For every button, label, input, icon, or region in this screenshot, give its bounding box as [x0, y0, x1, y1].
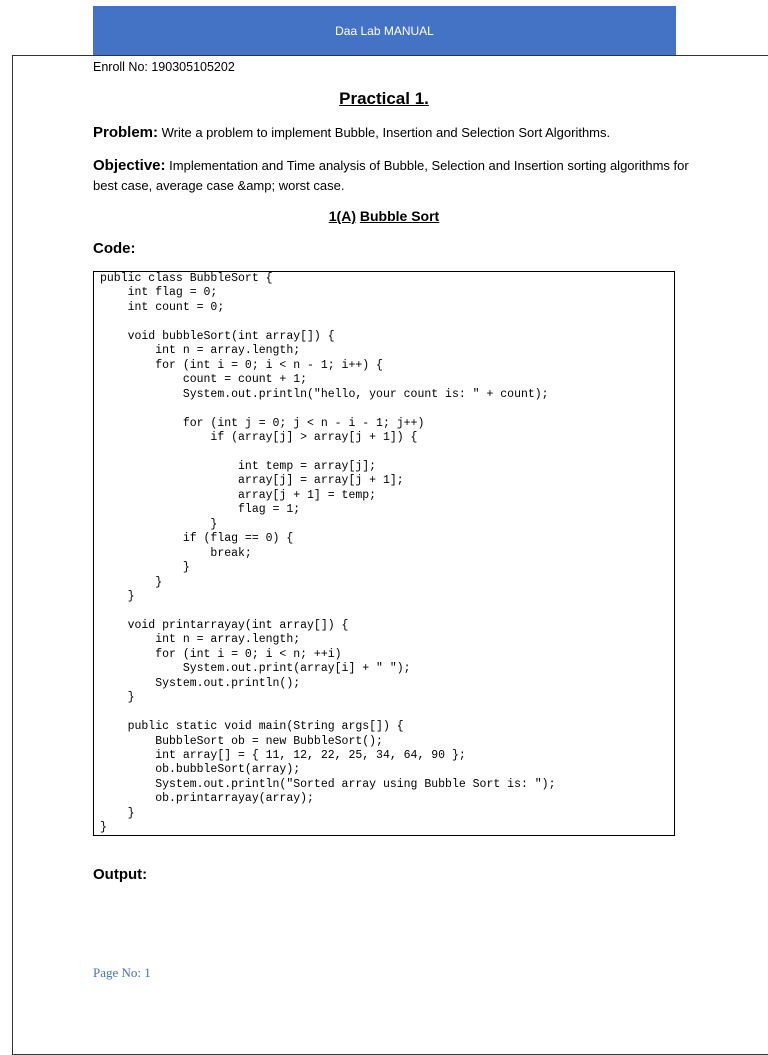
code-block [93, 271, 675, 836]
objective-statement [93, 156, 693, 196]
practical-title: Practical 1. [339, 89, 429, 108]
output-label: Output: [93, 866, 148, 883]
section-heading [0, 208, 768, 224]
code-text: public class BubbleSort { int flag = 0; int count = 0; void bubbleSort(int array[]) { int n = array.length; for (int i = 0; i < n - 1; i++) { count = count + 1; System.out.println("hello, your count is: " + count); for (int j = 0; j < n - i - 1; j++) if (array[j] > array[j + 1]) { int temp = array[j]; array[j] = array[j + 1]; array[j + 1] = temp; flag = 1; } if (flag == 0) { break; } } } void printarrayay(int array[]) { int n = array.length; for (int i = 0; i < n; ++i) System.out.print(array[i] + " "); System.out.println(); } public static void main(String args[]) { BubbleSort ob = new BubbleSort(); int array[] = { 11, 12, 22, 25, 34, 64, 90 }; ob.bubbleSort(array); System.out.println("Sorted array using Bubble Sort is: "); ob.printarrayay(array); } } [100, 272, 556, 835]
section-number: 1(A) [328, 208, 356, 224]
enroll-number: Enroll No: 190305105202 [93, 60, 235, 74]
header-title: Daa Lab MANUAL [335, 23, 434, 38]
problem-label: Problem: [93, 124, 159, 141]
problem-statement [93, 123, 693, 143]
page-number: Page No: 1 [93, 965, 151, 980]
section-name: Bubble Sort [359, 208, 440, 224]
objective-label: Objective: [93, 157, 166, 174]
objective-text: Implementation and Time analysis of Bubble, Selection and Insertion sorting algorithms for best case, average case &amp; worst case. [93, 158, 689, 193]
problem-text: Write a problem to implement Bubble, Insertion and Selection Sort Algorithms. [158, 125, 611, 140]
code-label: Code: [93, 240, 136, 257]
header-band [93, 6, 676, 55]
